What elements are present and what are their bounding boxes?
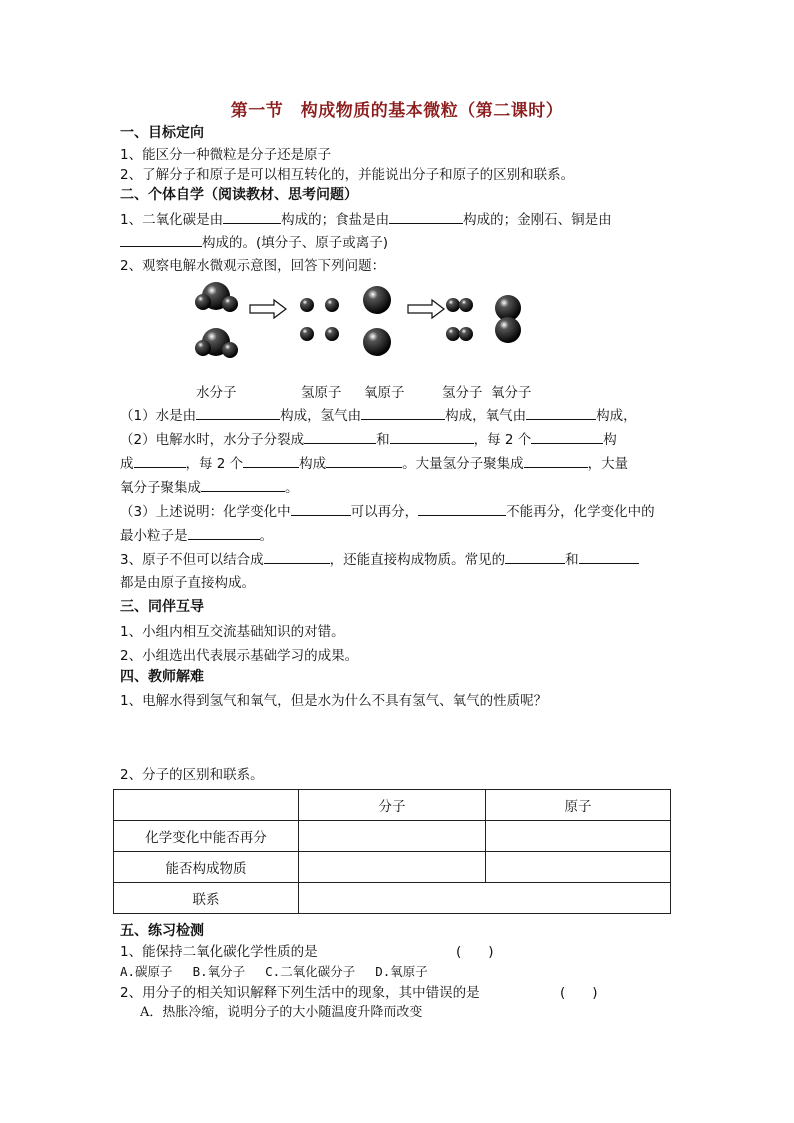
peer-item: 1、小组内相互交流基础知识的对错。 (120, 624, 345, 640)
table-row (114, 852, 671, 883)
reaction-arrow-icon (408, 300, 444, 318)
table-row (114, 821, 671, 852)
teacher-question-2: 2、分子的区别和联系。 (120, 767, 264, 783)
answer-blank[interactable] (223, 210, 281, 224)
water-molecule-icon (195, 328, 238, 358)
table-answer-cell[interactable] (486, 821, 671, 852)
question-3 (120, 550, 639, 569)
table-row (114, 883, 671, 914)
answer-blank[interactable] (524, 454, 588, 468)
table-header-cell: 分子 (299, 790, 486, 821)
table-answer-cell[interactable] (299, 821, 486, 852)
s1-text-c: 构成，氧气由 (445, 408, 527, 424)
question-1-line (120, 210, 612, 229)
page-title: 第一节 构成物质的基本微粒（第二课时） (230, 101, 564, 121)
section-heading-goals: 一、目标定向 (120, 125, 204, 141)
table-row-label: 联系 (114, 883, 299, 914)
answer-parenthesis[interactable]: ( ) (560, 985, 598, 1001)
answer-blank[interactable] (326, 454, 402, 468)
s2-text-c: ，每 2 个 (473, 432, 532, 448)
answer-blank[interactable] (243, 454, 299, 468)
sub-question-1 (120, 406, 637, 425)
label-oxygen-atom: 氧原子 (364, 385, 405, 401)
electrolysis-diagram (190, 278, 530, 368)
section-heading-teacher: 四、教师解难 (120, 669, 204, 685)
oxygen-atom-icon (363, 286, 391, 356)
s3-text-e: 。 (259, 528, 273, 544)
s2-text-b: 和 (376, 432, 390, 448)
label-hydrogen-atom: 氢原子 (301, 385, 342, 401)
answer-blank[interactable] (188, 526, 260, 540)
s3-text-d: 最小粒子是 (120, 528, 188, 544)
hydrogen-atom-icon (300, 298, 339, 341)
answer-blank[interactable] (390, 430, 474, 444)
answer-blank[interactable] (505, 550, 565, 564)
oxygen-molecule-icon (495, 295, 521, 343)
answer-blank[interactable] (196, 406, 280, 420)
table-row-label: 化学变化中能否再分 (114, 821, 299, 852)
sub-question-2-line-3 (120, 478, 299, 497)
answer-blank[interactable] (134, 454, 186, 468)
section-heading-peer: 三、同伴互导 (120, 599, 204, 615)
table-row-label: 能否构成物质 (114, 852, 299, 883)
sub-question-3-line-2 (120, 526, 273, 545)
answer-blank[interactable] (531, 430, 603, 444)
q1-text-b: 构成的；食盐是由 (281, 212, 390, 228)
practice-question-2-option-a: A．热胀冷缩，说明分子的大小随温度升降而改变 (140, 1005, 423, 1020)
goal-item: 2、了解分子和原子是可以相互转化的，并能说出分子和原子的区别和联系。 (120, 167, 575, 183)
label-hydrogen-molecule: 氢分子 (442, 385, 483, 401)
answer-blank[interactable] (304, 430, 376, 444)
s2-text-h: 。大量氢分子聚集成 (402, 456, 524, 472)
answer-blank[interactable] (264, 550, 330, 564)
question-1-line-2 (120, 233, 388, 252)
hydrogen-molecule-icon (446, 298, 473, 341)
s1-text-a: （1）水是由 (120, 408, 197, 424)
table-header-cell (114, 790, 299, 821)
section-heading-practice: 五、练习检测 (120, 923, 204, 939)
question-2-prompt: 2、观察电解水微观示意图，回答下列问题： (120, 258, 386, 274)
q3-text-b: ，还能直接构成物质。常见的 (329, 552, 506, 568)
water-molecule-icon (195, 282, 238, 312)
answer-blank[interactable] (389, 210, 463, 224)
table-header-cell: 原子 (486, 790, 671, 821)
question-3-line-2: 都是由原子直接构成。 (120, 575, 255, 591)
s2-text-j: 氧分子聚集成 (120, 480, 201, 496)
q1-text-d: 构成的。(填分子、原子或离子) (202, 235, 389, 251)
peer-item: 2、小组选出代表展示基础学习的成果。 (120, 648, 359, 664)
goal-item: 1、能区分一种微粒是分子还是原子 (120, 147, 332, 163)
q1-text-a: 1、二氧化碳是由 (120, 212, 224, 228)
sub-question-2-line-2 (120, 454, 628, 473)
sub-question-3 (120, 502, 655, 521)
answer-parenthesis[interactable]: ( ) (456, 944, 494, 960)
table-answer-cell[interactable] (486, 852, 671, 883)
s3-text-c: 不能再分，化学变化中的 (506, 504, 655, 520)
practice-question-1-options: A.碳原子 B.氧分子 C.二氧化碳分子 D.氧原子 (120, 964, 428, 979)
answer-blank[interactable] (579, 550, 639, 564)
s2-text-d: 构 (603, 432, 617, 448)
q3-text-a: 3、原子不但可以结合成 (120, 552, 264, 568)
s3-text-b: 可以再分， (350, 504, 419, 520)
answer-blank[interactable] (418, 502, 506, 516)
teacher-question-1: 1、电解水得到氢气和氧气，但是水为什么不具有氢气、氧气的性质呢？ (120, 693, 548, 709)
comparison-table (113, 789, 671, 914)
answer-blank[interactable] (291, 502, 351, 516)
practice-question-2: 2、用分子的相关知识解释下列生活中的现象，其中错误的是 (120, 985, 480, 1001)
answer-blank[interactable] (120, 233, 202, 247)
s2-text-f: ，每 2 个 (185, 456, 244, 472)
reaction-arrow-icon (250, 300, 286, 318)
table-answer-cell[interactable] (299, 852, 486, 883)
table-answer-cell[interactable] (299, 883, 671, 914)
answer-blank[interactable] (526, 406, 596, 420)
label-oxygen-molecule: 氧分子 (491, 385, 532, 401)
section-heading-self-study: 二、个体自学（阅读教材、思考问题） (120, 187, 358, 203)
s3-text-a: （3）上述说明：化学变化中 (120, 504, 291, 520)
s2-text-e: 成 (120, 456, 134, 472)
answer-blank[interactable] (201, 478, 285, 492)
q1-text-c: 构成的；金刚石、铜是由 (463, 212, 612, 228)
s1-text-d: 构成， (596, 408, 637, 424)
table-header-row (114, 790, 671, 821)
s2-text-g: 构成 (299, 456, 327, 472)
sub-question-2 (120, 430, 617, 449)
s2-text-i: ，大量 (587, 456, 629, 472)
s1-text-b: 构成，氢气由 (280, 408, 362, 424)
label-water-molecule: 水分子 (196, 385, 237, 401)
q3-text-c: 和 (565, 552, 579, 568)
answer-blank[interactable] (361, 406, 445, 420)
practice-question-1: 1、能保持二氧化碳化学性质的是 (120, 944, 318, 960)
s2-text-k: 。 (285, 480, 299, 496)
s2-text-a: （2）电解水时，水分子分裂成 (120, 432, 305, 448)
